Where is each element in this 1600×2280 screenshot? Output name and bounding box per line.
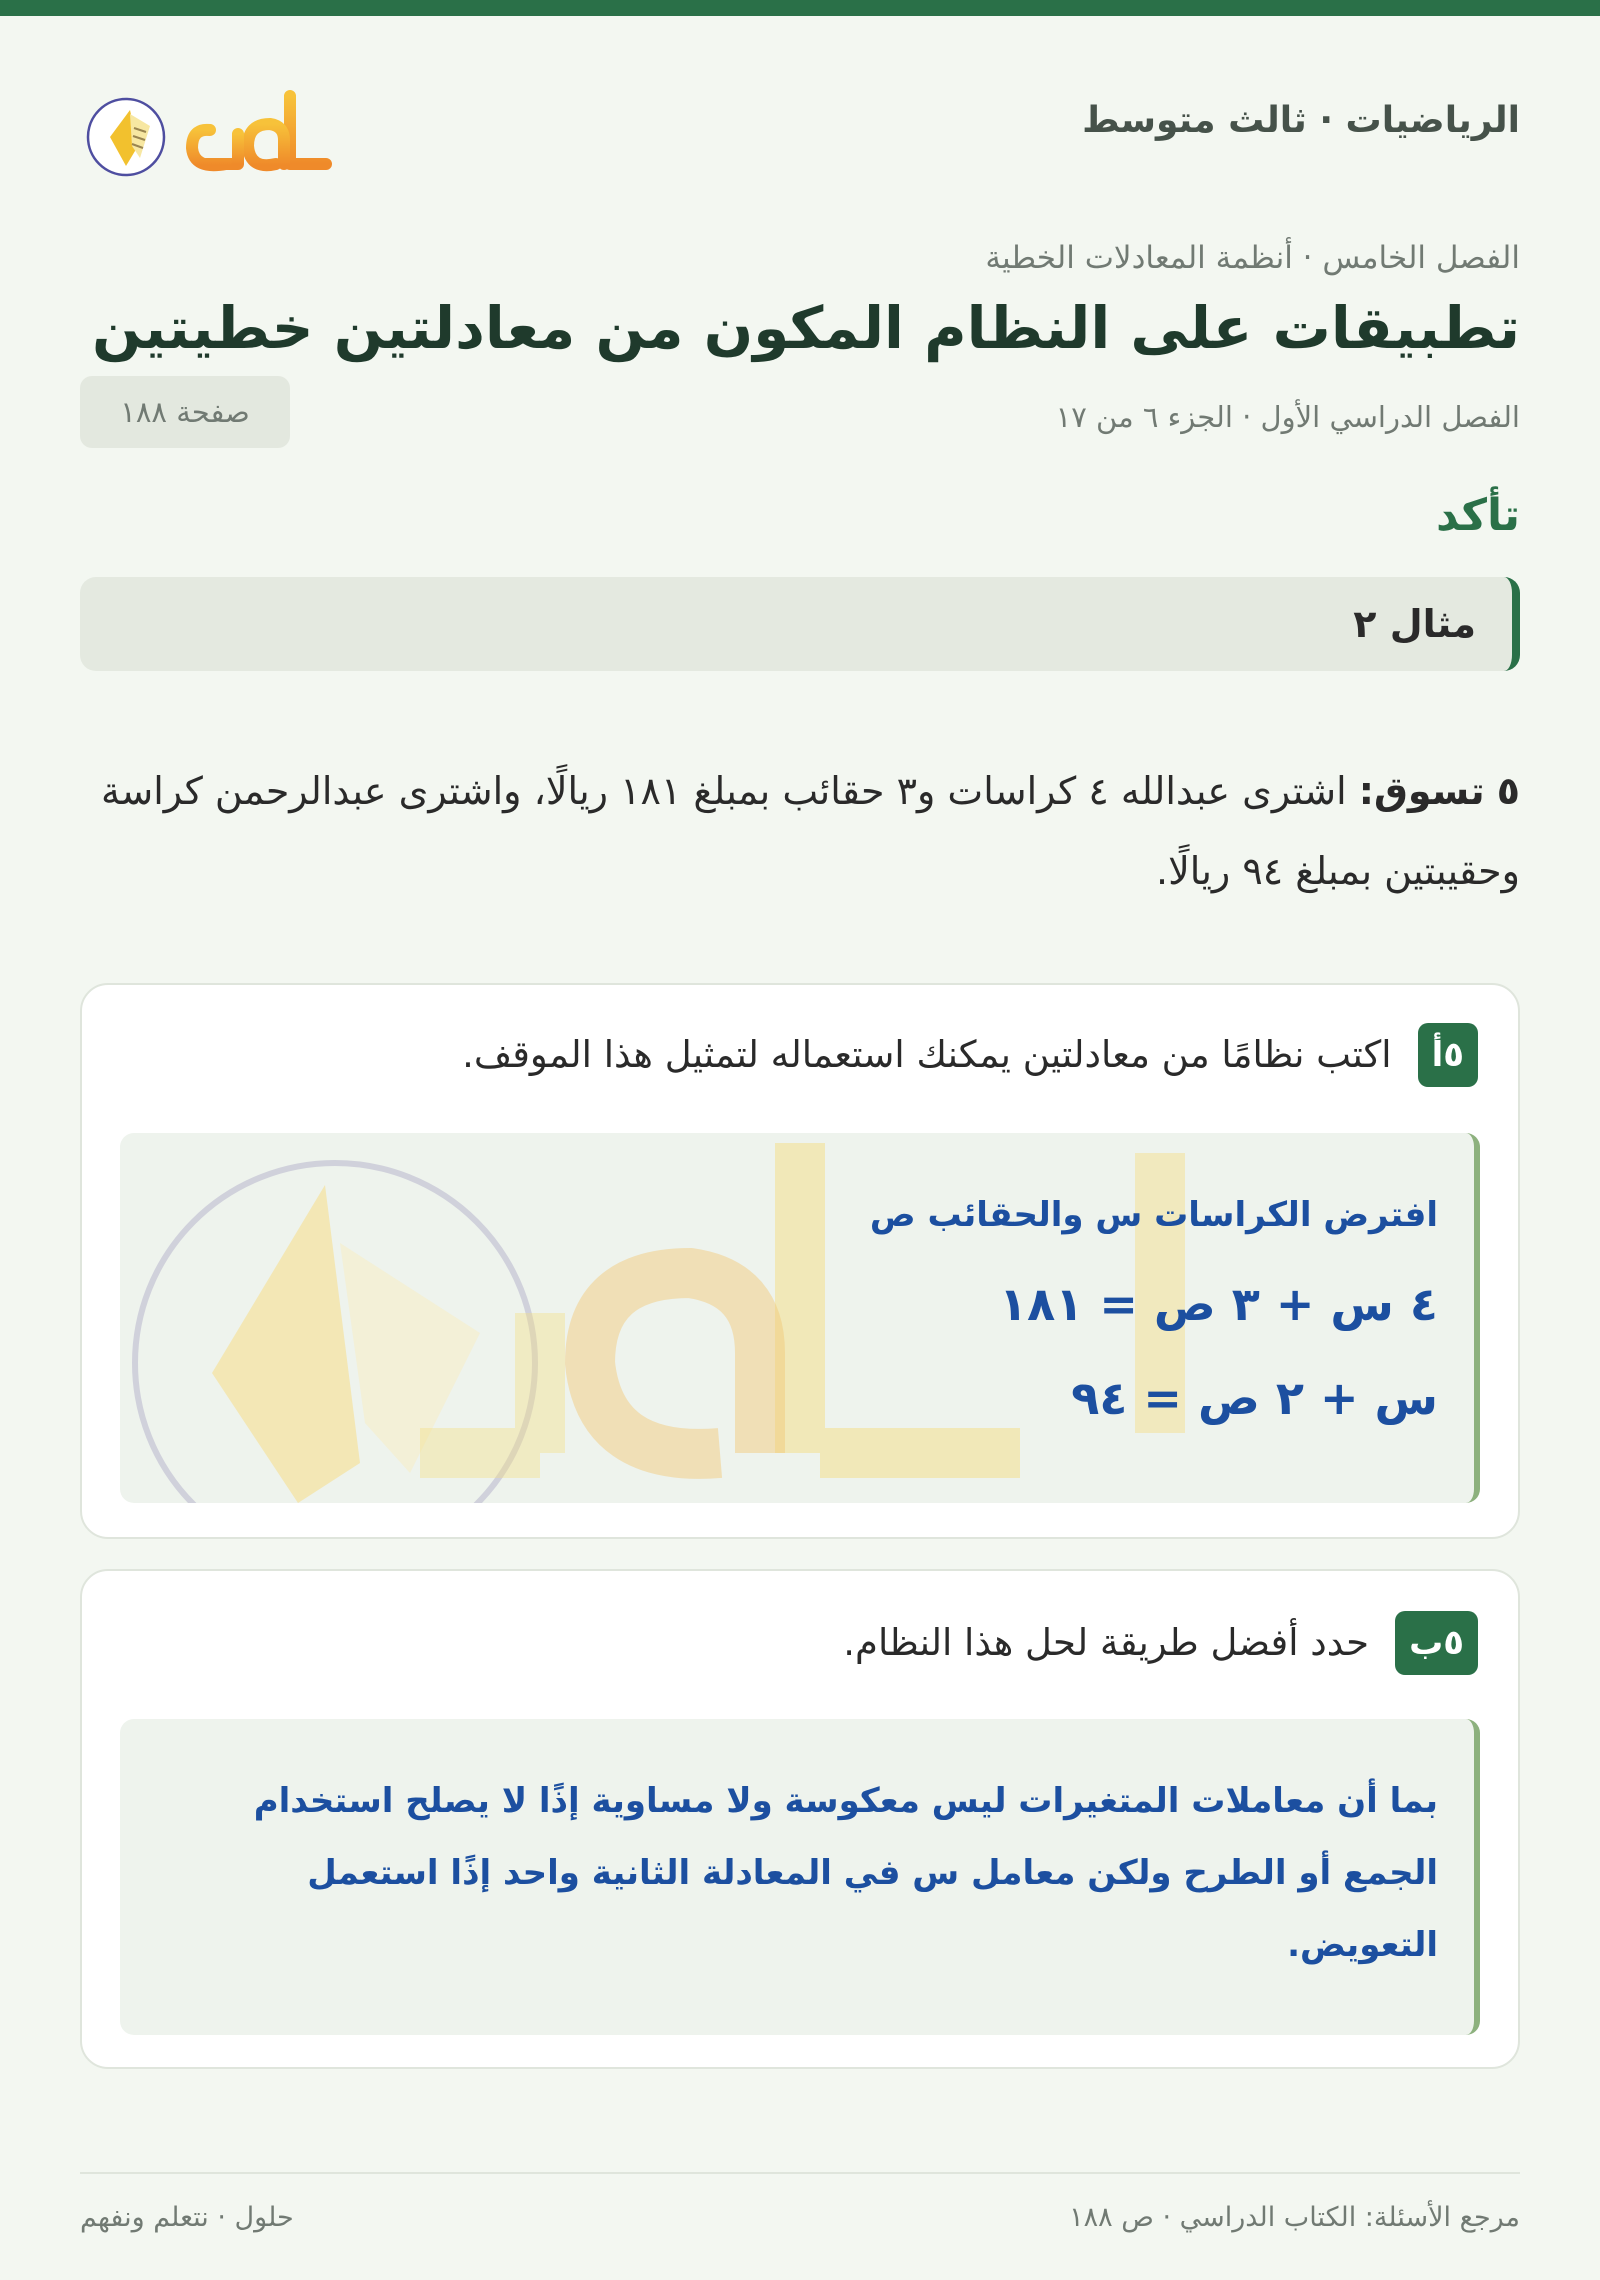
subject-label: الرياضيات · ثالث متوسط bbox=[1082, 100, 1520, 141]
footer-reference: مرجع الأسئلة: الكتاب الدراسي · ص ١٨٨ bbox=[1069, 2202, 1520, 2233]
answer-box bbox=[120, 1719, 1480, 2035]
breadcrumb: الفصل الخامس · أنظمة المعادلات الخطية bbox=[985, 240, 1520, 276]
question-text: اكتب نظامًا من معادلتين يمكنك استعماله لتمثيل هذا الموقف. bbox=[462, 1033, 1392, 1077]
page-header bbox=[80, 16, 1520, 196]
site-logo[interactable] bbox=[80, 66, 380, 186]
question-card-5b bbox=[80, 1569, 1520, 2069]
answer-content bbox=[120, 1133, 1474, 1425]
question-badge: ٥أ bbox=[1418, 1023, 1478, 1087]
book-logo-icon bbox=[80, 66, 380, 186]
section-heading: تأكد bbox=[1435, 489, 1520, 541]
page-footer bbox=[80, 2172, 1520, 2252]
problem-text: اشترى عبدالله ٤ كراسات و٣ حقائب بمبلغ ١٨١ ريالًا، واشترى عبدالرحمن كراسة وحقيبتين بمبلغ ٩٤ ريالًا. bbox=[101, 768, 1520, 893]
page-title: تطبيقات على النظام المكون من معادلتين خطيتين bbox=[92, 294, 1520, 362]
top-accent-bar bbox=[0, 0, 1600, 16]
question-card-5a bbox=[80, 983, 1520, 1539]
problem-statement bbox=[80, 751, 1520, 911]
answer-intro: افترض الكراسات س والحقائب ص bbox=[869, 1194, 1438, 1235]
problem-number: ٥ bbox=[1496, 768, 1520, 813]
lesson-meta-row bbox=[80, 376, 1520, 448]
equation-1: ٤ س + ٣ ص = ١٨١ bbox=[999, 1276, 1438, 1331]
semester-part-label: الفصل الدراسي الأول · الجزء ٦ من ١٧ bbox=[1055, 399, 1520, 434]
page-content bbox=[80, 16, 1520, 2069]
page-number-badge: صفحة ١٨٨ bbox=[80, 376, 290, 448]
question-text: حدد أفضل طريقة لحل هذا النظام. bbox=[843, 1621, 1370, 1665]
question-header bbox=[843, 1611, 1478, 1675]
answer-text: بما أن معاملات المتغيرات ليس معكوسة ولا مساوية إذًا لا يصلح استخدام الجمع أو الطرح ولكن معامل س في المعادلة الثانية واحد إذًا استعمل التعويض. bbox=[253, 1780, 1438, 1965]
problem-label: تسوق: bbox=[1358, 768, 1485, 813]
answer-box bbox=[120, 1133, 1480, 1503]
question-badge: ٥ب bbox=[1395, 1611, 1478, 1675]
example-label-box: مثال ٢ bbox=[80, 577, 1520, 671]
question-header bbox=[462, 1023, 1478, 1087]
answer-content bbox=[120, 1719, 1474, 1981]
footer-brand[interactable]: حلول · نتعلم ونفهم bbox=[80, 2202, 294, 2233]
equation-2: س + ٢ ص = ٩٤ bbox=[1071, 1370, 1438, 1425]
